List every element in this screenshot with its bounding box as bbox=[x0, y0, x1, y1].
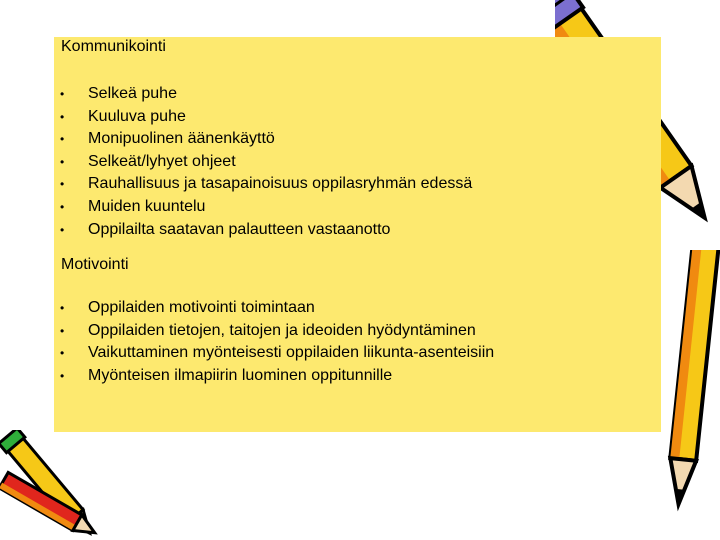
list-item-text: Kuuluva puhe bbox=[88, 107, 186, 125]
list-item-text: Rauhallisuus ja tasapainoisuus oppilasryhmän edessä bbox=[88, 175, 473, 193]
list-item-text: Selkeä puhe bbox=[88, 85, 177, 102]
content-panel bbox=[54, 37, 661, 432]
bullet: • bbox=[60, 199, 65, 214]
pencil-icon-right-edge bbox=[665, 250, 720, 540]
bullet: • bbox=[60, 323, 65, 338]
list-item-text: Oppilaiden tietojen, taitojen ja ideoiden hyödyntäminen bbox=[88, 321, 476, 339]
bullet: • bbox=[60, 154, 65, 169]
bullet: • bbox=[60, 177, 65, 192]
list-item-text: Oppilaiden motivointi toimintaan bbox=[88, 299, 315, 316]
list-item-text: Muiden kuuntelu bbox=[88, 197, 206, 215]
section-heading-motivointi: Motivointi bbox=[61, 256, 129, 273]
bullet: • bbox=[60, 368, 65, 383]
list-item-text: Monipuolinen äänenkäyttö bbox=[88, 130, 275, 148]
bullet: • bbox=[60, 346, 65, 361]
list-item-text: Myönteisen ilmapiirin luominen oppitunnille bbox=[88, 366, 393, 384]
list-item-text: Oppilailta saatavan palautteen vastaanotto bbox=[88, 220, 391, 238]
bullet: • bbox=[60, 301, 65, 315]
pencils-icon-bottom-left bbox=[0, 430, 120, 540]
list-item-text: Selkeät/lyhyet ohjeet bbox=[88, 152, 236, 170]
bullet: • bbox=[60, 109, 65, 124]
list-item-text: Vaikuttaminen myönteisesti oppilaiden liikunta-asenteisiin bbox=[88, 344, 495, 362]
bullet: • bbox=[60, 132, 65, 147]
section-heading-kommunikointi: Kommunikointi bbox=[61, 38, 166, 55]
bullet: • bbox=[60, 222, 65, 237]
bullet: • bbox=[60, 87, 65, 101]
